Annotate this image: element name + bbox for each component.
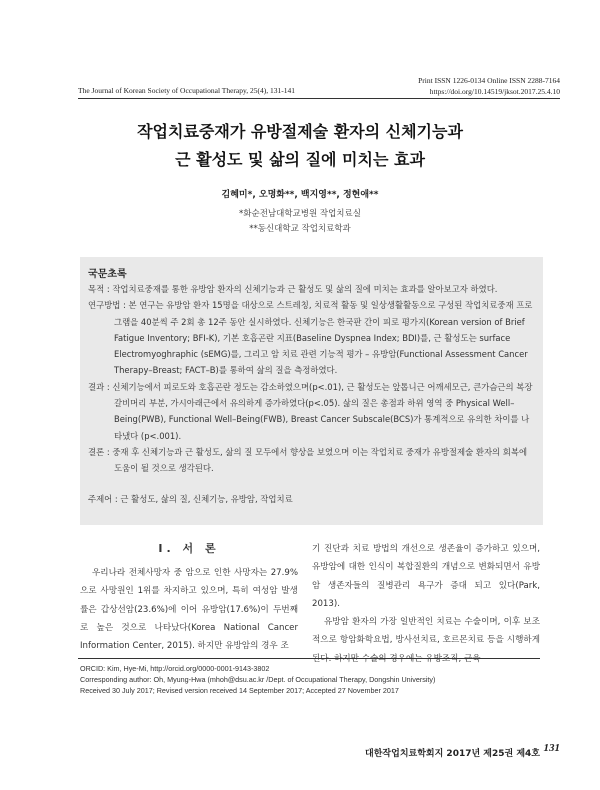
footnote-orcid: ORCID: Kim, Hye-Mi, http://orcid.org/0000-0001-9143-3802 (80, 664, 270, 673)
author-list: 김혜미*, 오명화**, 백지영**, 정현애** (221, 190, 379, 200)
issn-text: Print ISSN 1226-0134 Online ISSN 2288-7164 (418, 76, 560, 85)
abstract-methods: 연구방법 : 본 연구는 유방암 환자 15명을 대상으로 스트레칭, 치료적 활동 및 일상생활활동으로 구성된 작업치료중재 프로그램을 40분씩 주 2회 총 12주 동안 실시하였다. 신체기능은 한국판 간이 피로 평가지(Korean version of Brief Fatigue Inventory; BFI-K), 기본 호흡곤란 지표(Baseline Dyspnea Index; BDI)를, 근 활성도는 surface Electromyoghraphic (sEMG)를, 그리고 암 치료 관련 기능적 평가 – 유방암(Functional Assessment Cancer Therapy–Breast; FACT–B)를 통하여 삶의 질을 측정하였다. (88, 300, 533, 376)
footer-journal: 대한작업치료학회지 2017년 제25권 제4호 (365, 749, 540, 759)
affiliation-2: **동신대학교 작업치료학과 (249, 224, 351, 234)
body-column-left (80, 540, 298, 655)
header-rule (78, 98, 560, 99)
body-paragraph: 기 진단과 치료 방법의 개선으로 생존율이 증가하고 있으며, 유방암에 대한 인식이 복합질환의 개념으로 변화되면서 유방암 생존자들의 질병관리 욕구가 증대 되고 있다(Park, 2013). (312, 544, 540, 609)
abstract-conclusion: 결론 : 중재 후 신체기능과 근 활성도, 삶의 질 모두에서 향상을 보였으며 이는 작업치료 중재가 유방절제술 환자의 회복에 도움이 될 것으로 생각된다. (88, 446, 528, 474)
title-line-1: 작업치료중재가 유방절제술 환자의 신체기능과 (137, 122, 463, 141)
footnotes (80, 663, 435, 696)
body-column-right (312, 540, 540, 668)
header-issn-doi (418, 75, 560, 97)
body-paragraph: 유방암 환자의 가장 일반적인 치료는 수술이며, 이후 보조적으로 항암화학요법, 방사선치료, 호르몬치료 등을 시행하게 된다. 하지만 수술의 경우에는 유방조직, 근육 (312, 617, 540, 664)
abstract-purpose: 목적 : 작업치료중재를 통한 유방암 환자의 신체기능과 근 활성도 및 삶의 질에 미치는 효과를 알아보고자 하였다. (88, 284, 498, 294)
abstract-heading: 국문초록 (88, 269, 127, 280)
footnote-received: Received 30 July 2017; Revised version received 14 September 2017; Accepted 27 November 2017 (80, 686, 399, 695)
abstract-keywords: 주제어 : 근 활성도, 삶의 질, 신체기능, 유방암, 작업치료 (88, 494, 293, 504)
section-heading: Ⅰ. 서 론 (158, 542, 220, 555)
title-line-2: 근 활성도 및 삶의 질에 미치는 효과 (175, 150, 425, 169)
footnote-corresponding: Corresponding author: Oh, Myung-Hwa (mhoh@dsu.ac.kr /Dept. of Occupational Therapy, Dongshin University) (80, 675, 436, 684)
footnote-rule (78, 658, 540, 659)
abstract-body (88, 281, 535, 477)
body-paragraph: 우리나라 전체사망자 중 암으로 인한 사망자는 27.9%으로 사망원인 1위를 차지하고 있으며, 특히 여성암 발생률은 갑상선암(23.6%)에 이어 유방암(17.6%)이 두번째로 높은 것으로 나타났다(Korea National Cancer Information Center, 2015). 하지만 유방암의 경우 조 (80, 568, 298, 652)
journal-citation: The Journal of Korean Society of Occupational Therapy, 25(4), 131-141 (78, 86, 296, 95)
page-number: 131 (543, 742, 560, 754)
abstract-box (80, 257, 543, 525)
paper-title (0, 118, 600, 174)
doi-text[interactable]: https://doi.org/10.14519/jksot.2017.25.4.10 (429, 87, 560, 96)
abstract-results: 결과 : 신체기능에서 피로도와 호흡곤란 정도는 감소하였으며(p<.01), 근 활성도는 앞톱니근 어깨세모근, 큰가슴근의 복장갈비머리 부분, 가시아래근에서 유의하게 증가하였다(p<.05). 삶의 질은 총점과 하위 영역 중 Physical Well–Being(PWB), Functional Well–Being(FWB), Breast Cancer Subscale(BCS)가 통계적으로 유의한 차이를 나타냈다 (p<.001). (88, 381, 533, 441)
affiliation-1: *화순전남대학교병원 작업치료실 (239, 209, 361, 219)
